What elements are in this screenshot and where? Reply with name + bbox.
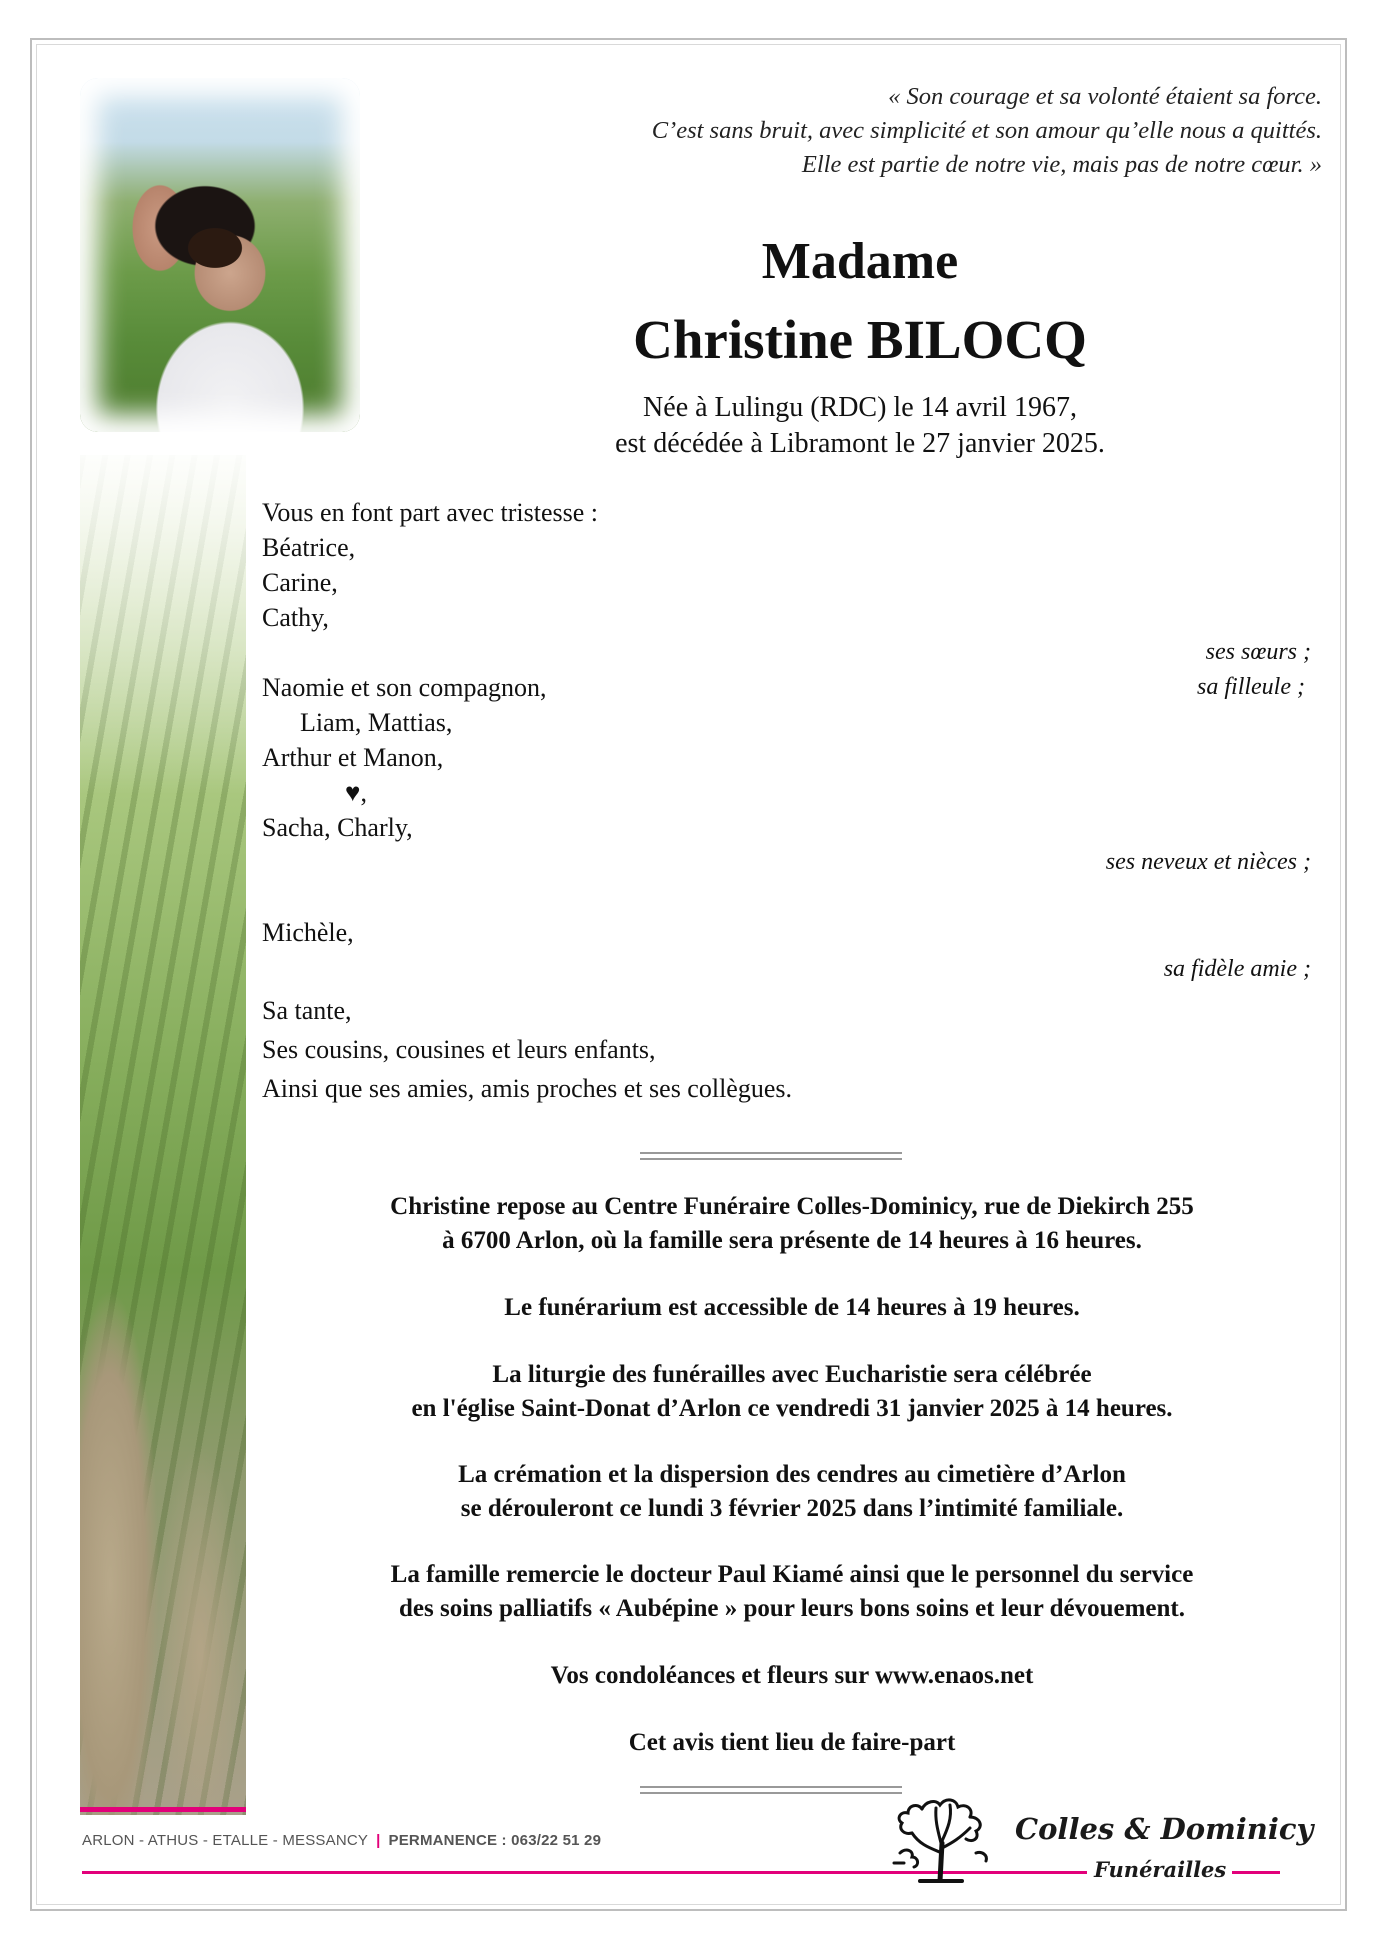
- separator: [640, 1152, 902, 1160]
- notice-line: à 6700 Arlon, où la famille sera présente de 14 heures à 16 heures.: [442, 1227, 1142, 1254]
- funerarium-notice: Le funérarium est accessible de 14 heures à 19 heures.: [504, 1294, 1080, 1321]
- relation-label: sa fidèle amie ;: [1163, 956, 1311, 982]
- relation-label: ses sœurs ;: [1205, 639, 1311, 665]
- brand-name: Colles & Dominicy: [1015, 1812, 1314, 1846]
- relation-label: ses neveux et nièces ;: [1105, 849, 1311, 875]
- family-name: Ses cousins, cousines et leurs enfants,: [262, 1035, 656, 1064]
- heart-symbol: ♥,: [345, 778, 367, 807]
- family-name: Sacha, Charly,: [262, 813, 413, 842]
- permanence-phone: PERMANENCE : 063/22 51 29: [388, 1832, 602, 1849]
- notice-line: en l'église Saint-Donat d’Arlon ce vendredi 31 janvier 2025 à 14 heures.: [411, 1395, 1173, 1422]
- family-name: Béatrice,: [262, 533, 356, 562]
- family-name: Sa tante,: [262, 996, 352, 1025]
- repose-notice: [262, 1190, 1322, 1258]
- relation-label: sa filleule ;: [1197, 674, 1305, 700]
- family-name: Naomie et son compagnon,: [262, 673, 547, 702]
- tree-logo-icon: [890, 1793, 995, 1883]
- family-name: Carine,: [262, 568, 338, 597]
- notice-line: des soins palliatifs « Aubépine » pour leurs bons soins et leur dévouement.: [398, 1595, 1185, 1622]
- notice-line: Christine repose au Centre Funéraire Colles-Dominicy, rue de Diekirch 255: [390, 1193, 1194, 1220]
- brand-tagline: Funérailles: [1088, 1857, 1232, 1882]
- notice-line: La crémation et la dispersion des cendres au cimetière d’Arlon: [458, 1461, 1126, 1488]
- quote-line: « Son courage et sa volonté étaient sa force.: [888, 83, 1322, 110]
- notice-line: La liturgie des funérailles avec Eucharistie sera célébrée: [492, 1361, 1092, 1388]
- quote-line: C’est sans bruit, avec simplicité et son amour qu’elle nous a quittés.: [651, 117, 1322, 144]
- footer-contact: [82, 1832, 601, 1849]
- birth-line: Née à Lulingu (RDC) le 14 avril 1967,: [643, 392, 1077, 423]
- memorial-quote: [422, 80, 1322, 182]
- family-name: Cathy,: [262, 603, 329, 632]
- thanks-notice: [262, 1558, 1322, 1626]
- separator: [640, 1786, 902, 1794]
- footer-divider: |: [376, 1832, 381, 1849]
- family-intro: Vous en font part avec tristesse :: [262, 498, 598, 527]
- death-line: est décédée à Libramont le 27 janvier 2025.: [615, 428, 1105, 459]
- family-name: Ainsi que ses amies, amis proches et ses collègues.: [262, 1074, 792, 1103]
- deceased-dates: [370, 390, 1350, 462]
- cremation-notice: [262, 1458, 1322, 1526]
- quote-line: Elle est partie de notre vie, mais pas de notre cœur. »: [801, 151, 1322, 178]
- family-name: Arthur et Manon,: [262, 743, 444, 772]
- family-name: Michèle,: [262, 918, 354, 947]
- condolences-notice: Vos condoléances et fleurs sur www.enaos.net: [550, 1662, 1034, 1689]
- notice-line: La famille remercie le docteur Paul Kiamé ainsi que le personnel du service: [390, 1561, 1194, 1588]
- locations: ARLON - ATHUS - ETALLE - MESSANCY: [82, 1832, 369, 1849]
- accent-bar: [80, 1807, 246, 1812]
- family-name: Liam, Mattias,: [300, 708, 453, 737]
- portrait-photo: [80, 78, 360, 432]
- liturgy-notice: [262, 1358, 1322, 1426]
- notice-line: se dérouleront ce lundi 3 février 2025 dans l’intimité familiale.: [460, 1495, 1124, 1522]
- faire-part-notice: Cet avis tient lieu de faire-part: [628, 1729, 956, 1756]
- forest-path-image: [80, 455, 246, 1815]
- deceased-name: Christine BILOCQ: [633, 309, 1087, 370]
- deceased-title: Madame: [761, 233, 959, 290]
